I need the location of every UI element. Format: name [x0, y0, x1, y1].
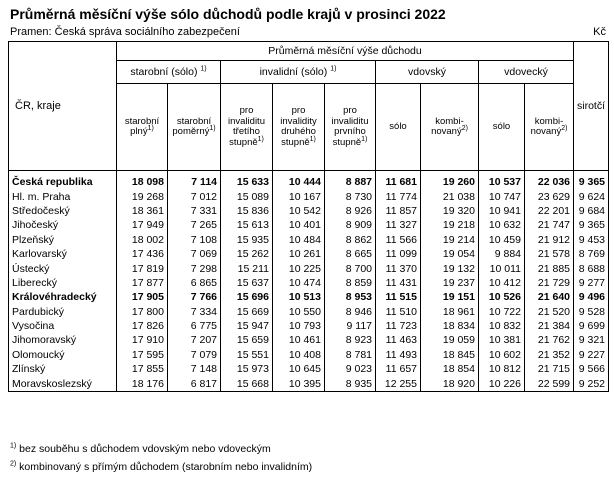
table-cell: 11 723: [376, 319, 421, 333]
table-cell: 11 566: [376, 233, 421, 247]
table-cell: 10 484: [273, 233, 325, 247]
table-cell: 15 211: [221, 261, 273, 275]
region-name: Zlínský: [9, 362, 117, 376]
table-cell: 7 334: [168, 305, 221, 319]
table-cell: 10 395: [273, 376, 325, 391]
table-cell: 17 819: [117, 261, 168, 275]
table-cell: 10 513: [273, 290, 325, 304]
unit-label: Kč: [593, 26, 606, 38]
table-cell: 17 877: [117, 276, 168, 290]
table-cell: 21 352: [525, 348, 574, 362]
table-cell: 9 884: [479, 247, 525, 261]
table-cell: 9 365: [574, 218, 609, 232]
table-cell: 7 079: [168, 348, 221, 362]
table-cell: 8 730: [325, 189, 376, 203]
table-cell: 11 774: [376, 189, 421, 203]
table-row: [9, 362, 609, 376]
table-cell: 15 696: [221, 290, 273, 304]
table-cell: 10 542: [273, 204, 325, 218]
region-name: Ústecký: [9, 261, 117, 275]
disability-1-header: pro invaliditu prvního stupně$^{1)}$: [325, 84, 376, 171]
footnotes: [10, 440, 312, 476]
table-cell: 21 885: [525, 261, 574, 275]
table-cell: 21 912: [525, 233, 574, 247]
table-cell: 21 762: [525, 333, 574, 347]
region-name: Středočeský: [9, 204, 117, 218]
table-cell: 18 961: [421, 305, 479, 319]
table-cell: 8 862: [325, 233, 376, 247]
table-cell: 8 909: [325, 218, 376, 232]
table-cell: 17 595: [117, 348, 168, 362]
table-row: [9, 233, 609, 247]
table-cell: 15 089: [221, 189, 273, 203]
region-name: Pardubický: [9, 305, 117, 319]
region-name: Hl. m. Praha: [9, 189, 117, 203]
region-name: Královéhradecký: [9, 290, 117, 304]
table-cell: 10 832: [479, 319, 525, 333]
table-cell: 9 453: [574, 233, 609, 247]
table-cell: 21 715: [525, 362, 574, 376]
table-cell: 11 099: [376, 247, 421, 261]
table-cell: 19 214: [421, 233, 479, 247]
table-cell: 21 729: [525, 276, 574, 290]
table-cell: 9 117: [325, 319, 376, 333]
region-name: Vysočina: [9, 319, 117, 333]
table-row: [9, 189, 609, 203]
partial-old-age-header: starobní poměrný$^{1)}$: [168, 84, 221, 171]
widower-solo-header: sólo: [479, 84, 525, 171]
table-cell: 10 167: [273, 189, 325, 203]
table-cell: 11 431: [376, 276, 421, 290]
table-cell: 10 226: [479, 376, 525, 391]
table-cell: 11 327: [376, 218, 421, 232]
table-cell: 10 645: [273, 362, 325, 376]
footnote-1: $^{1)}$ bez souběhu s důchodem vdovským nebo vdoveckým: [10, 442, 271, 455]
group-top-header: Průměrná měsíční výše důchodu: [117, 42, 574, 61]
table-cell: 21 038: [421, 189, 479, 203]
table-cell: 10 537: [479, 171, 525, 190]
table-cell: 15 947: [221, 319, 273, 333]
table-cell: 7 331: [168, 204, 221, 218]
table-cell: 10 401: [273, 218, 325, 232]
table-cell: 19 237: [421, 276, 479, 290]
region-header: ČR, kraje: [9, 42, 117, 171]
table-cell: 10 812: [479, 362, 525, 376]
table-cell: 17 910: [117, 333, 168, 347]
table-cell: 17 800: [117, 305, 168, 319]
table-row: [9, 290, 609, 304]
region-name: Liberecký: [9, 276, 117, 290]
table-cell: 6 817: [168, 376, 221, 391]
widow-combined-header: kombi- novaný$^{2)}$: [421, 84, 479, 171]
table-cell: 19 059: [421, 333, 479, 347]
table-cell: 19 054: [421, 247, 479, 261]
table-cell: 18 854: [421, 362, 479, 376]
table-row: [9, 204, 609, 218]
disability-header: invalidní (sólo) $^{1)}$: [221, 61, 376, 84]
table-cell: 8 688: [574, 261, 609, 275]
table-cell: 15 633: [221, 171, 273, 190]
table-cell: 11 493: [376, 348, 421, 362]
table-cell: 10 444: [273, 171, 325, 190]
table-cell: 8 859: [325, 276, 376, 290]
table-cell: 15 613: [221, 218, 273, 232]
table-row: [9, 276, 609, 290]
table-body: [9, 171, 609, 392]
table-cell: 22 201: [525, 204, 574, 218]
table-cell: 21 384: [525, 319, 574, 333]
table-cell: 8 953: [325, 290, 376, 304]
table-cell: 11 510: [376, 305, 421, 319]
table-cell: 9 227: [574, 348, 609, 362]
table-cell: 19 151: [421, 290, 479, 304]
table-cell: 10 261: [273, 247, 325, 261]
table-cell: 19 132: [421, 261, 479, 275]
table-cell: 7 148: [168, 362, 221, 376]
table-cell: 19 260: [421, 171, 479, 190]
table-cell: 18 920: [421, 376, 479, 391]
table-cell: 9 277: [574, 276, 609, 290]
table-cell: 7 207: [168, 333, 221, 347]
table-cell: 10 526: [479, 290, 525, 304]
table-cell: 7 069: [168, 247, 221, 261]
table-cell: 15 262: [221, 247, 273, 261]
table-cell: 15 551: [221, 348, 273, 362]
table-cell: 10 474: [273, 276, 325, 290]
table-cell: 11 681: [376, 171, 421, 190]
table-cell: 10 412: [479, 276, 525, 290]
table-cell: 7 265: [168, 218, 221, 232]
table-cell: 17 826: [117, 319, 168, 333]
table-cell: 10 461: [273, 333, 325, 347]
table-row: [9, 376, 609, 391]
table-cell: 7 298: [168, 261, 221, 275]
disability-3-header: pro invaliditu třetího stupně$^{1)}$: [221, 84, 273, 171]
table-cell: 10 722: [479, 305, 525, 319]
table-cell: 18 002: [117, 233, 168, 247]
pension-table: [8, 41, 609, 392]
table-cell: 22 036: [525, 171, 574, 190]
table-cell: 8 700: [325, 261, 376, 275]
table-cell: 8 926: [325, 204, 376, 218]
table-cell: 6 865: [168, 276, 221, 290]
region-name: Olomoucký: [9, 348, 117, 362]
table-row: [9, 261, 609, 275]
table-cell: 11 515: [376, 290, 421, 304]
table-cell: 8 769: [574, 247, 609, 261]
table-cell: 9 496: [574, 290, 609, 304]
table-cell: 9 528: [574, 305, 609, 319]
table-cell: 9 624: [574, 189, 609, 203]
table-cell: 18 361: [117, 204, 168, 218]
table-cell: 18 176: [117, 376, 168, 391]
table-cell: 7 114: [168, 171, 221, 190]
table-row: [9, 218, 609, 232]
table-cell: 18 845: [421, 348, 479, 362]
table-cell: 21 640: [525, 290, 574, 304]
table-cell: 21 747: [525, 218, 574, 232]
orphan-header: sirotčí: [574, 42, 609, 171]
region-name: Moravskoslezský: [9, 376, 117, 391]
widower-combined-header: kombi- novaný$^{2)}$: [525, 84, 574, 171]
table-cell: 8 935: [325, 376, 376, 391]
table-cell: 21 520: [525, 305, 574, 319]
table-cell: 7 012: [168, 189, 221, 203]
table-cell: 7 108: [168, 233, 221, 247]
widow-solo-header: sólo: [376, 84, 421, 171]
table-cell: 15 637: [221, 276, 273, 290]
table-row: [9, 171, 609, 190]
table-row: [9, 305, 609, 319]
region-name: Jihomoravský: [9, 333, 117, 347]
table-cell: 8 781: [325, 348, 376, 362]
table-cell: 15 973: [221, 362, 273, 376]
region-name: Česká republika: [9, 171, 117, 190]
widow-header: vdovský: [376, 61, 479, 84]
table-cell: 9 684: [574, 204, 609, 218]
table-cell: 10 602: [479, 348, 525, 362]
table-cell: 7 766: [168, 290, 221, 304]
table-cell: 9 566: [574, 362, 609, 376]
table-cell: 17 949: [117, 218, 168, 232]
table-cell: 11 463: [376, 333, 421, 347]
table-cell: 9 699: [574, 319, 609, 333]
table-cell: 10 747: [479, 189, 525, 203]
table-cell: 11 857: [376, 204, 421, 218]
table-cell: 10 941: [479, 204, 525, 218]
table-cell: 11 370: [376, 261, 421, 275]
region-name: Plzeňský: [9, 233, 117, 247]
table-cell: 9 252: [574, 376, 609, 391]
table-cell: 18 098: [117, 171, 168, 190]
table-row: [9, 319, 609, 333]
table-cell: 15 836: [221, 204, 273, 218]
table-cell: 15 669: [221, 305, 273, 319]
disability-2-header: pro invalidity druhého stupně$^{1)}$: [273, 84, 325, 171]
table-cell: 6 775: [168, 319, 221, 333]
footnote-2: $^{2)}$ kombinovaný s přímým důchodem (starobním nebo invalidním): [10, 460, 313, 473]
region-name: Karlovarský: [9, 247, 117, 261]
table-cell: 10 550: [273, 305, 325, 319]
table-cell: 9 365: [574, 171, 609, 190]
table-cell: 9 023: [325, 362, 376, 376]
table-cell: 17 436: [117, 247, 168, 261]
old-age-header: starobní (sólo) $^{1)}$: [117, 61, 221, 84]
table-cell: 19 268: [117, 189, 168, 203]
table-cell: 10 225: [273, 261, 325, 275]
table-cell: 18 834: [421, 319, 479, 333]
widower-header: vdovecký: [479, 61, 574, 84]
table-cell: 21 578: [525, 247, 574, 261]
table-cell: 19 218: [421, 218, 479, 232]
table-cell: 17 905: [117, 290, 168, 304]
table-cell: 10 011: [479, 261, 525, 275]
table-cell: 10 408: [273, 348, 325, 362]
table-title: Průměrná měsíční výše sólo důchodů podle krajů v prosinci 2022: [10, 6, 446, 22]
table-cell: 17 855: [117, 362, 168, 376]
table-cell: 10 381: [479, 333, 525, 347]
table-cell: 10 632: [479, 218, 525, 232]
table-cell: 8 923: [325, 333, 376, 347]
table-cell: 22 599: [525, 376, 574, 391]
table-cell: 23 629: [525, 189, 574, 203]
table-cell: 8 887: [325, 171, 376, 190]
full-old-age-header: starobní plný$^{1)}$: [117, 84, 168, 171]
table-cell: 10 459: [479, 233, 525, 247]
table-cell: 15 668: [221, 376, 273, 391]
source-note: Pramen: Česká správa sociálního zabezpečení: [10, 26, 240, 38]
table-cell: 8 946: [325, 305, 376, 319]
table-cell: 15 935: [221, 233, 273, 247]
table-cell: 11 657: [376, 362, 421, 376]
table-cell: 12 255: [376, 376, 421, 391]
table-row: [9, 348, 609, 362]
table-cell: 10 793: [273, 319, 325, 333]
table-cell: 9 321: [574, 333, 609, 347]
table-row: [9, 333, 609, 347]
region-name: Jihočeský: [9, 218, 117, 232]
table-cell: 19 320: [421, 204, 479, 218]
table-row: [9, 247, 609, 261]
table-cell: 8 665: [325, 247, 376, 261]
table-cell: 15 659: [221, 333, 273, 347]
